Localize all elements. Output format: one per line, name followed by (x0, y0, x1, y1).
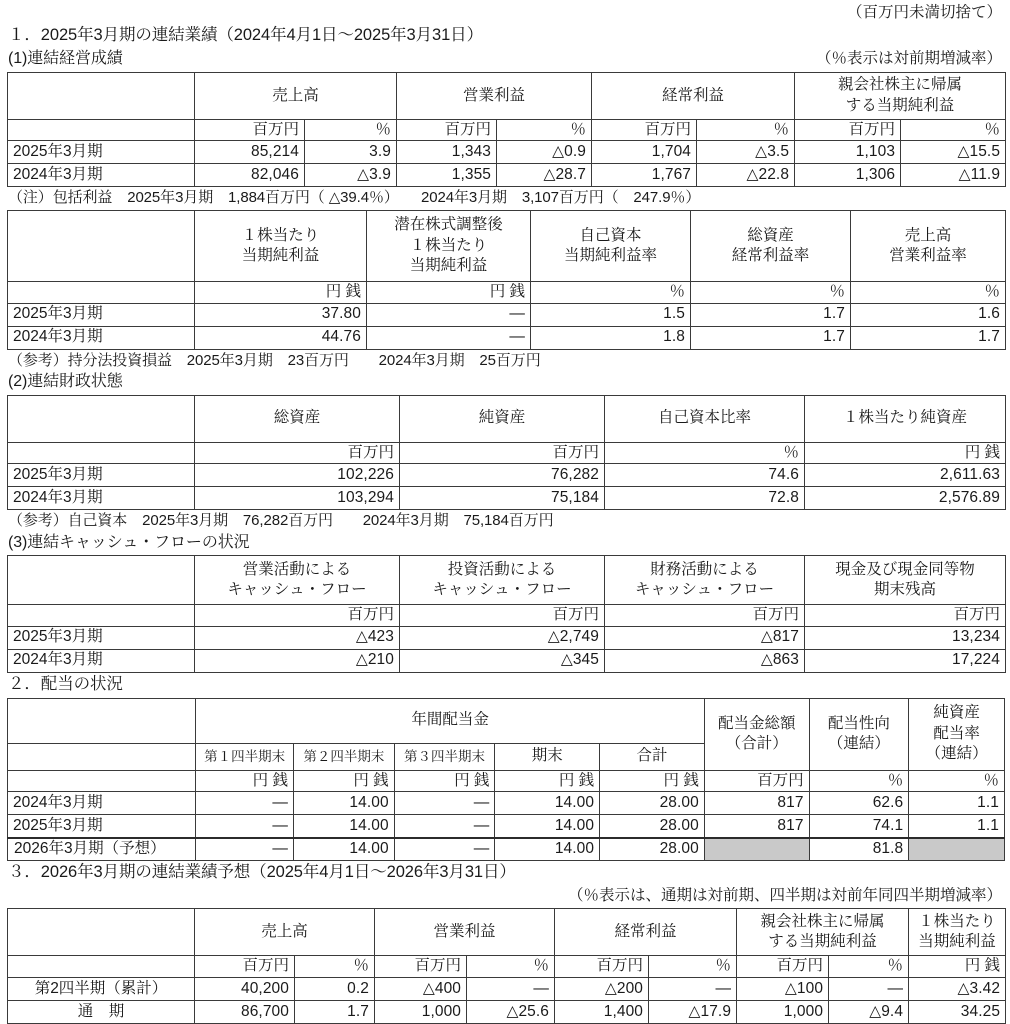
unit-net-pct: ％ (901, 119, 1006, 140)
consolidated-results-table (7, 72, 1006, 187)
cell-value: △3.42 (909, 977, 1006, 1000)
cell-value: 1,000 (737, 1000, 829, 1023)
header-operating-income: 営業利益 (375, 909, 555, 956)
header-line-2: する当期純利益 (845, 96, 955, 114)
header-line-1: １株当たり (241, 226, 320, 244)
corner-cell (8, 556, 195, 605)
corner-cell (8, 211, 195, 282)
comprehensive-income-note: （注）包括利益 2025年3月期 1,884百万円（ △39.4％） 2024年3月期 3,107百万円（ 247.9％） (8, 189, 701, 207)
cell-value: 85,214 (195, 141, 305, 164)
unit-financing-cf: 百万円 (605, 605, 805, 626)
unit-ord-amount: 百万円 (592, 119, 697, 140)
row-label: 2025年3月期 (8, 815, 196, 838)
section1-title: １．2025年3月期の連結業績（2024年4月1日～2025年3月31日） (8, 26, 483, 45)
cell-value: 1,306 (795, 164, 901, 187)
table-row (8, 326, 1006, 349)
table-row (8, 164, 1006, 187)
cell-value: 44.76 (195, 326, 367, 349)
table-header-row (8, 909, 1006, 956)
cell-value: 28.00 (600, 815, 705, 838)
header-roa (691, 211, 851, 282)
unit-roe: ％ (531, 282, 691, 303)
table-row (8, 487, 1006, 510)
cell-value: 817 (704, 815, 809, 838)
section1-sub1-label: (1)連結経営成績 (8, 50, 123, 68)
header-ordinary-income: 経常利益 (555, 909, 737, 956)
header-line-2: キャッシュ・フロー (432, 581, 572, 599)
cell-value: 76,282 (400, 464, 605, 487)
header-line-2: 期末残高 (873, 581, 936, 599)
cell-value: — (394, 792, 495, 815)
cell-value: — (367, 326, 531, 349)
header-annual-dividend: 年間配当金 (196, 698, 705, 743)
unit-row (8, 770, 1005, 791)
header-line-2: 当期純利益 (241, 247, 320, 265)
row-label: 通 期 (8, 1000, 195, 1023)
cell-value: 3.9 (305, 141, 397, 164)
cell-value: 14.00 (495, 792, 600, 815)
unit-sales-pct: ％ (305, 119, 397, 140)
unit-sales-pct: ％ (295, 956, 375, 977)
shareholders-equity-note: （参考）自己資本 2025年3月期 76,282百万円 2024年3月期 75,184百万円 (8, 512, 554, 530)
corner-cell-2 (8, 743, 196, 770)
per-share-ratios-table (7, 210, 1006, 349)
header-line-1: １株当たり (918, 913, 996, 931)
table-row (8, 626, 1006, 649)
header-line-1: 売上高 (904, 226, 952, 244)
unit-row-label (8, 442, 195, 463)
row-label: 2024年3月期 (8, 487, 195, 510)
cell-value: △22.8 (697, 164, 795, 187)
cell-value: 86,700 (195, 1000, 295, 1023)
table-header-row (8, 211, 1006, 282)
cell-value: 1,355 (397, 164, 497, 187)
header-net-assets: 純資産 (400, 395, 605, 442)
cell-value: 1,103 (795, 141, 901, 164)
row-label: 2025年3月期 (8, 464, 195, 487)
cell-value: 14.00 (293, 815, 394, 838)
cell-value: 40,200 (195, 977, 295, 1000)
header-q1-end: 第１四半期末 (196, 743, 294, 770)
header-line-1: 現金及び現金同等物 (835, 560, 975, 578)
cell-value: — (196, 792, 294, 815)
unit-eps: 円 銭 (195, 282, 367, 303)
row-label: 第2四半期（累計） (8, 977, 195, 1000)
unit-ord-pct: ％ (697, 119, 795, 140)
header-line-1: 自己資本 (579, 226, 642, 244)
header-total-assets: 総資産 (195, 395, 400, 442)
unit-row-label (8, 282, 195, 303)
header-line-2: 経常利益率 (731, 247, 810, 265)
section3-title: ３．2026年3月期の連結業績予想（2025年4月1日～2026年3月31日） (8, 863, 516, 882)
cell-value-shaded (909, 838, 1005, 861)
cell-value: △11.9 (901, 164, 1006, 187)
cell-value: — (196, 815, 294, 838)
unit-net-amount: 百万円 (795, 119, 901, 140)
header-operating-cf (195, 556, 400, 605)
unit-cash-equivalents: 百万円 (805, 605, 1006, 626)
corner-cell (8, 698, 196, 743)
unit-op-amount: 百万円 (375, 956, 467, 977)
unit-q1: 円 銭 (196, 770, 294, 791)
cell-value: △2,749 (400, 626, 605, 649)
header-line-1: 純資産 (933, 704, 980, 722)
cell-value: 14.00 (495, 815, 600, 838)
header-line-3: 当期純利益 (409, 257, 488, 275)
header-operating-income: 営業利益 (397, 72, 592, 119)
cell-value: 1,400 (555, 1000, 649, 1023)
cell-value: △345 (400, 649, 605, 672)
corner-cell (8, 72, 195, 119)
header-line-2: １株当たり (409, 236, 488, 254)
unit-total: 円 銭 (600, 770, 705, 791)
row-label: 2024年3月期 (8, 649, 195, 672)
header-line-1: 親会社株主に帰属 (760, 913, 885, 931)
cell-value: 2,611.63 (805, 464, 1006, 487)
header-cash-equivalents (805, 556, 1006, 605)
cell-value: △200 (555, 977, 649, 1000)
header-line-2: 当期純利益 (918, 933, 996, 951)
header-line-2: する当期純利益 (768, 933, 877, 951)
table-row (8, 649, 1006, 672)
row-label: 2026年3月期（予想） (8, 838, 196, 861)
header-diluted-eps (367, 211, 531, 282)
header-line-1: 親会社株主に帰属 (838, 76, 963, 94)
unit-total-assets: 百万円 (195, 442, 400, 463)
header-bps: １株当たり純資産 (805, 395, 1006, 442)
cell-value: △9.4 (829, 1000, 909, 1023)
cell-value: 14.00 (293, 792, 394, 815)
header-line-1: 営業活動による (242, 560, 352, 578)
unit-row (8, 956, 1006, 977)
table-row (8, 1000, 1006, 1023)
unit-operating-cf: 百万円 (195, 605, 400, 626)
cell-value: — (394, 838, 495, 861)
cell-value: △3.9 (305, 164, 397, 187)
cell-value: — (367, 303, 531, 326)
header-investing-cf (400, 556, 605, 605)
cell-value: — (829, 977, 909, 1000)
forecast-table (7, 908, 1006, 1023)
header-year-end: 期末 (495, 743, 600, 770)
unit-payout-ratio: ％ (809, 770, 909, 791)
header-line-2: （合計） (725, 735, 788, 753)
row-label: 2024年3月期 (8, 792, 196, 815)
header-line-1: 総資産 (747, 226, 794, 244)
header-line-1: 配当性向 (827, 714, 890, 732)
header-net-income-parent (737, 909, 909, 956)
section1-sub4-label: (3)連結キャッシュ・フローの状況 (8, 533, 250, 551)
cell-value: 28.00 (600, 792, 705, 815)
rounding-note: （百万円未満切捨て） (846, 4, 1002, 21)
cell-value: △25.6 (467, 1000, 555, 1023)
cell-value: 0.2 (295, 977, 375, 1000)
cell-value: 1,343 (397, 141, 497, 164)
unit-ord-amount: 百万円 (555, 956, 649, 977)
cell-value: △28.7 (497, 164, 592, 187)
unit-net-pct: ％ (829, 956, 909, 977)
header-line-2: キャッシュ・フロー (634, 581, 775, 599)
header-roe (531, 211, 691, 282)
unit-eps: 円 銭 (909, 956, 1006, 977)
cell-value: 75,184 (400, 487, 605, 510)
cell-value: 1.6 (851, 303, 1006, 326)
unit-row (8, 605, 1006, 626)
unit-row-label (8, 956, 195, 977)
dividends-table (7, 698, 1005, 861)
table-row (8, 792, 1005, 815)
cell-value: △423 (195, 626, 400, 649)
cell-value: 14.00 (293, 838, 394, 861)
cell-value-shaded (704, 838, 809, 861)
cell-value: 1,767 (592, 164, 697, 187)
cell-value: △15.5 (901, 141, 1006, 164)
table-row (8, 815, 1005, 838)
cell-value: 103,294 (195, 487, 400, 510)
header-line-2: （連結） (827, 735, 890, 753)
table-header-row (8, 72, 1006, 119)
unit-net-assets: 百万円 (400, 442, 605, 463)
cell-value: 82,046 (195, 164, 305, 187)
cell-value: — (394, 815, 495, 838)
header-operating-margin (851, 211, 1006, 282)
header-line-2: キャッシュ・フロー (227, 581, 367, 599)
row-label: 2024年3月期 (8, 326, 195, 349)
table-row (8, 141, 1006, 164)
cell-value: △3.5 (697, 141, 795, 164)
unit-ord-pct: ％ (649, 956, 737, 977)
cash-flow-table (7, 555, 1006, 672)
cell-value: 1.5 (531, 303, 691, 326)
cell-value: 72.8 (605, 487, 805, 510)
table-row (8, 977, 1006, 1000)
corner-cell (8, 395, 195, 442)
unit-q3: 円 銭 (394, 770, 495, 791)
section1-sub1-header-row (6, 48, 1004, 70)
table-header-row (8, 556, 1006, 605)
header-q3-end: 第３四半期末 (394, 743, 495, 770)
cell-value: △210 (195, 649, 400, 672)
cell-value: △0.9 (497, 141, 592, 164)
unit-op-amount: 百万円 (397, 119, 497, 140)
cell-value: 1.7 (691, 303, 851, 326)
cell-value: 34.25 (909, 1000, 1006, 1023)
cell-value: 2,576.89 (805, 487, 1006, 510)
cell-value: — (196, 838, 294, 861)
row-label: 2025年3月期 (8, 141, 195, 164)
cell-value: △863 (605, 649, 805, 672)
header-line-1: 配当金総額 (717, 714, 796, 732)
cell-value: 102,226 (195, 464, 400, 487)
unit-op-pct: ％ (497, 119, 592, 140)
cell-value: △400 (375, 977, 467, 1000)
header-eps (195, 211, 367, 282)
cell-value: △817 (605, 626, 805, 649)
unit-opm: ％ (851, 282, 1006, 303)
unit-investing-cf: 百万円 (400, 605, 605, 626)
unit-net-amount: 百万円 (737, 956, 829, 977)
section1-sub3-label: (2)連結財政状態 (8, 373, 123, 391)
cell-value: — (649, 977, 737, 1000)
header-financing-cf (605, 556, 805, 605)
unit-diluted-eps: 円 銭 (367, 282, 531, 303)
unit-row-label (8, 605, 195, 626)
unit-row (8, 442, 1006, 463)
cell-value: — (467, 977, 555, 1000)
cell-value: 17,224 (805, 649, 1006, 672)
cell-value: 817 (704, 792, 809, 815)
unit-total-dividends: 百万円 (704, 770, 809, 791)
header-eps (909, 909, 1006, 956)
financial-position-table (7, 395, 1006, 510)
cell-value: 74.1 (809, 815, 909, 838)
cell-value: 1,704 (592, 141, 697, 164)
unit-q2: 円 銭 (293, 770, 394, 791)
row-label: 2024年3月期 (8, 164, 195, 187)
table-row (8, 303, 1006, 326)
cell-value: 81.8 (809, 838, 909, 861)
unit-roa: ％ (691, 282, 851, 303)
header-line-1: 投資活動による (447, 560, 557, 578)
header-ordinary-income: 経常利益 (592, 72, 795, 119)
header-line-2: 当期純利益率 (563, 247, 657, 265)
unit-year-end: 円 銭 (495, 770, 600, 791)
table-header-row-1 (8, 698, 1005, 743)
cell-value: 1.8 (531, 326, 691, 349)
header-line-1: 潜在株式調整後 (394, 216, 503, 234)
cell-value: 13,234 (805, 626, 1006, 649)
unit-row (8, 119, 1006, 140)
cell-value: 1.7 (851, 326, 1006, 349)
cell-value: 1.1 (909, 815, 1005, 838)
header-total: 合計 (600, 743, 705, 770)
corner-cell (8, 909, 195, 956)
header-total-dividends (704, 698, 809, 770)
table-row-forecast (8, 838, 1005, 861)
unit-op-pct: ％ (467, 956, 555, 977)
row-label: 2025年3月期 (8, 626, 195, 649)
cell-value: 37.80 (195, 303, 367, 326)
section1-sub1-note: （％表示は対前期増減率） (815, 50, 1002, 68)
unit-bps: 円 銭 (805, 442, 1006, 463)
row-label: 2025年3月期 (8, 303, 195, 326)
unit-sales-amount: 百万円 (195, 956, 295, 977)
equity-method-note: （参考）持分法投資損益 2025年3月期 23百万円 2024年3月期 25百万円 (8, 351, 541, 369)
unit-equity-ratio: ％ (605, 442, 805, 463)
header-net-sales: 売上高 (195, 909, 375, 956)
cell-value: 1.7 (691, 326, 851, 349)
cell-value: 1.1 (909, 792, 1005, 815)
header-line-2: 営業利益率 (889, 247, 967, 265)
cell-value: 62.6 (809, 792, 909, 815)
cell-value: 1,000 (375, 1000, 467, 1023)
unit-sales-amount: 百万円 (195, 119, 305, 140)
unit-row-label (8, 119, 195, 140)
header-q2-end: 第２四半期末 (293, 743, 394, 770)
section2-title: ２．配当の状況 (8, 674, 123, 693)
table-row (8, 464, 1006, 487)
header-line-2: 配当率 (933, 724, 980, 742)
unit-doe: ％ (909, 770, 1005, 791)
header-payout-ratio (809, 698, 909, 770)
header-net-income-parent (795, 72, 1006, 119)
cell-value: 74.6 (605, 464, 805, 487)
table-header-row (8, 395, 1006, 442)
header-equity-ratio: 自己資本比率 (605, 395, 805, 442)
header-line-3: （連結） (925, 745, 988, 763)
unit-row (8, 282, 1006, 303)
unit-row-label (8, 770, 196, 791)
cell-value: 14.00 (495, 838, 600, 861)
header-line-1: 財務活動による (650, 560, 759, 578)
header-dividend-on-equity (909, 698, 1005, 770)
cell-value: 28.00 (600, 838, 705, 861)
section3-note: （％表示は、通期は対前期、四半期は対前年同四半期増減率） (567, 887, 1002, 904)
header-net-sales: 売上高 (195, 72, 397, 119)
cell-value: △17.9 (649, 1000, 737, 1023)
cell-value: 1.7 (295, 1000, 375, 1023)
cell-value: △100 (737, 977, 829, 1000)
